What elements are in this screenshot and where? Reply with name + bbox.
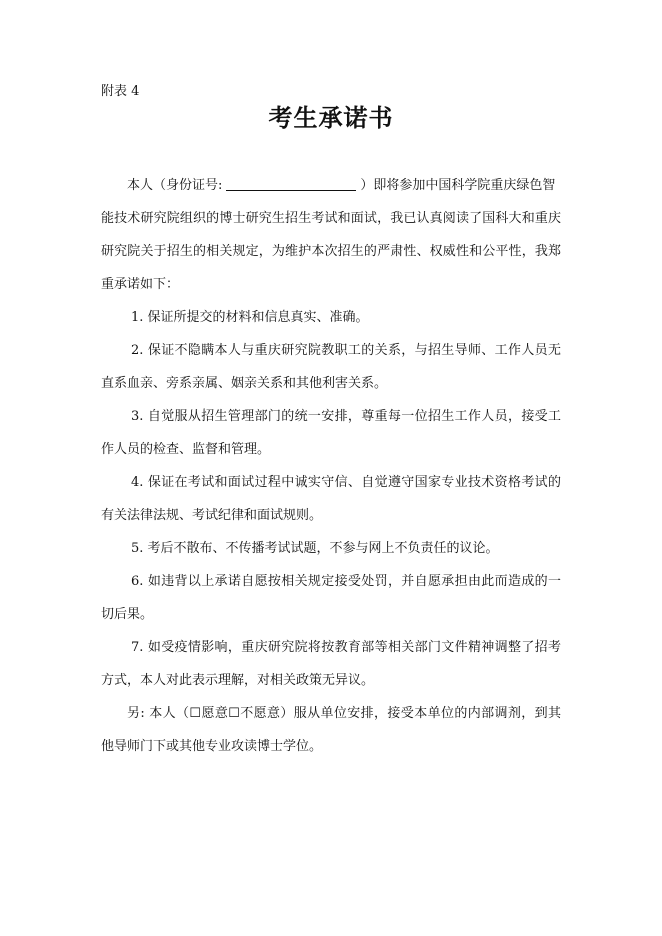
note-line: 他导师门下或其他专业攻读博士学位。: [101, 739, 323, 754]
intro-line: 研究院关于招生的相关规定，为维护本次招生的严肃性、权威性和公平性，我郑: [101, 244, 561, 259]
commitment-item-3-line: 3. 自觉服从招生管理部门的统一安排，尊重每一位招生工作人员，接受工: [131, 409, 561, 424]
commitment-item-2-line: 2. 保证不隐瞒本人与重庆研究院教职工的关系，与招生导师、工作人员无: [131, 343, 561, 358]
commitment-item-1-line: 1. 保证所提交的材料和信息真实、准确。: [131, 310, 369, 325]
id-number-field[interactable]: [226, 176, 356, 191]
commitment-item-5-line: 5. 考后不散布、不传播考试试题，不参与网上不负责任的议论。: [131, 541, 499, 556]
commitment-item-4-line: 4. 保证在考试和面试过程中诚实守信、自觉遵守国家专业技术资格考试的: [131, 475, 561, 490]
commitment-item-4-line: 有关法律法规、考试纪律和面试规则。: [101, 508, 323, 523]
annex-label: 附表 4: [101, 84, 140, 99]
commitment-item-6-line: 切后果。: [101, 607, 154, 622]
commitment-item-7-line: 7. 如受疫情影响，重庆研究院将按教育部等相关部门文件精神调整了招考: [131, 640, 561, 655]
commitment-item-3-line: 作人员的检查、监督和管理。: [101, 442, 271, 457]
document-body: [101, 175, 561, 769]
note-line: 另: 本人（☐愿意☐不愿意）服从单位安排，接受本单位的内部调剂，到其: [127, 706, 561, 721]
commitment-item-2-line: 直系血亲、旁系亲属、姻亲关系和其他利害关系。: [101, 376, 388, 391]
page-title: 考生承诺书: [268, 103, 394, 132]
intro-line: 能技术研究院组织的博士研究生招生考试和面试，我已认真阅读了国科大和重庆: [101, 211, 561, 226]
intro-first-line: [101, 175, 561, 208]
intro-prefix: 本人（身份证号:: [127, 178, 223, 193]
commitment-item-7-line: 方式，本人对此表示理解，对相关政策无异议。: [101, 673, 375, 688]
intro-line: 重承诺如下：: [101, 277, 180, 292]
commitment-item-6-line: 6. 如违背以上承诺自愿按相关规定接受处罚，并自愿承担由此而造成的一: [131, 574, 561, 589]
intro-suffix: ）即将参加中国科学院重庆绿色智: [360, 178, 556, 193]
